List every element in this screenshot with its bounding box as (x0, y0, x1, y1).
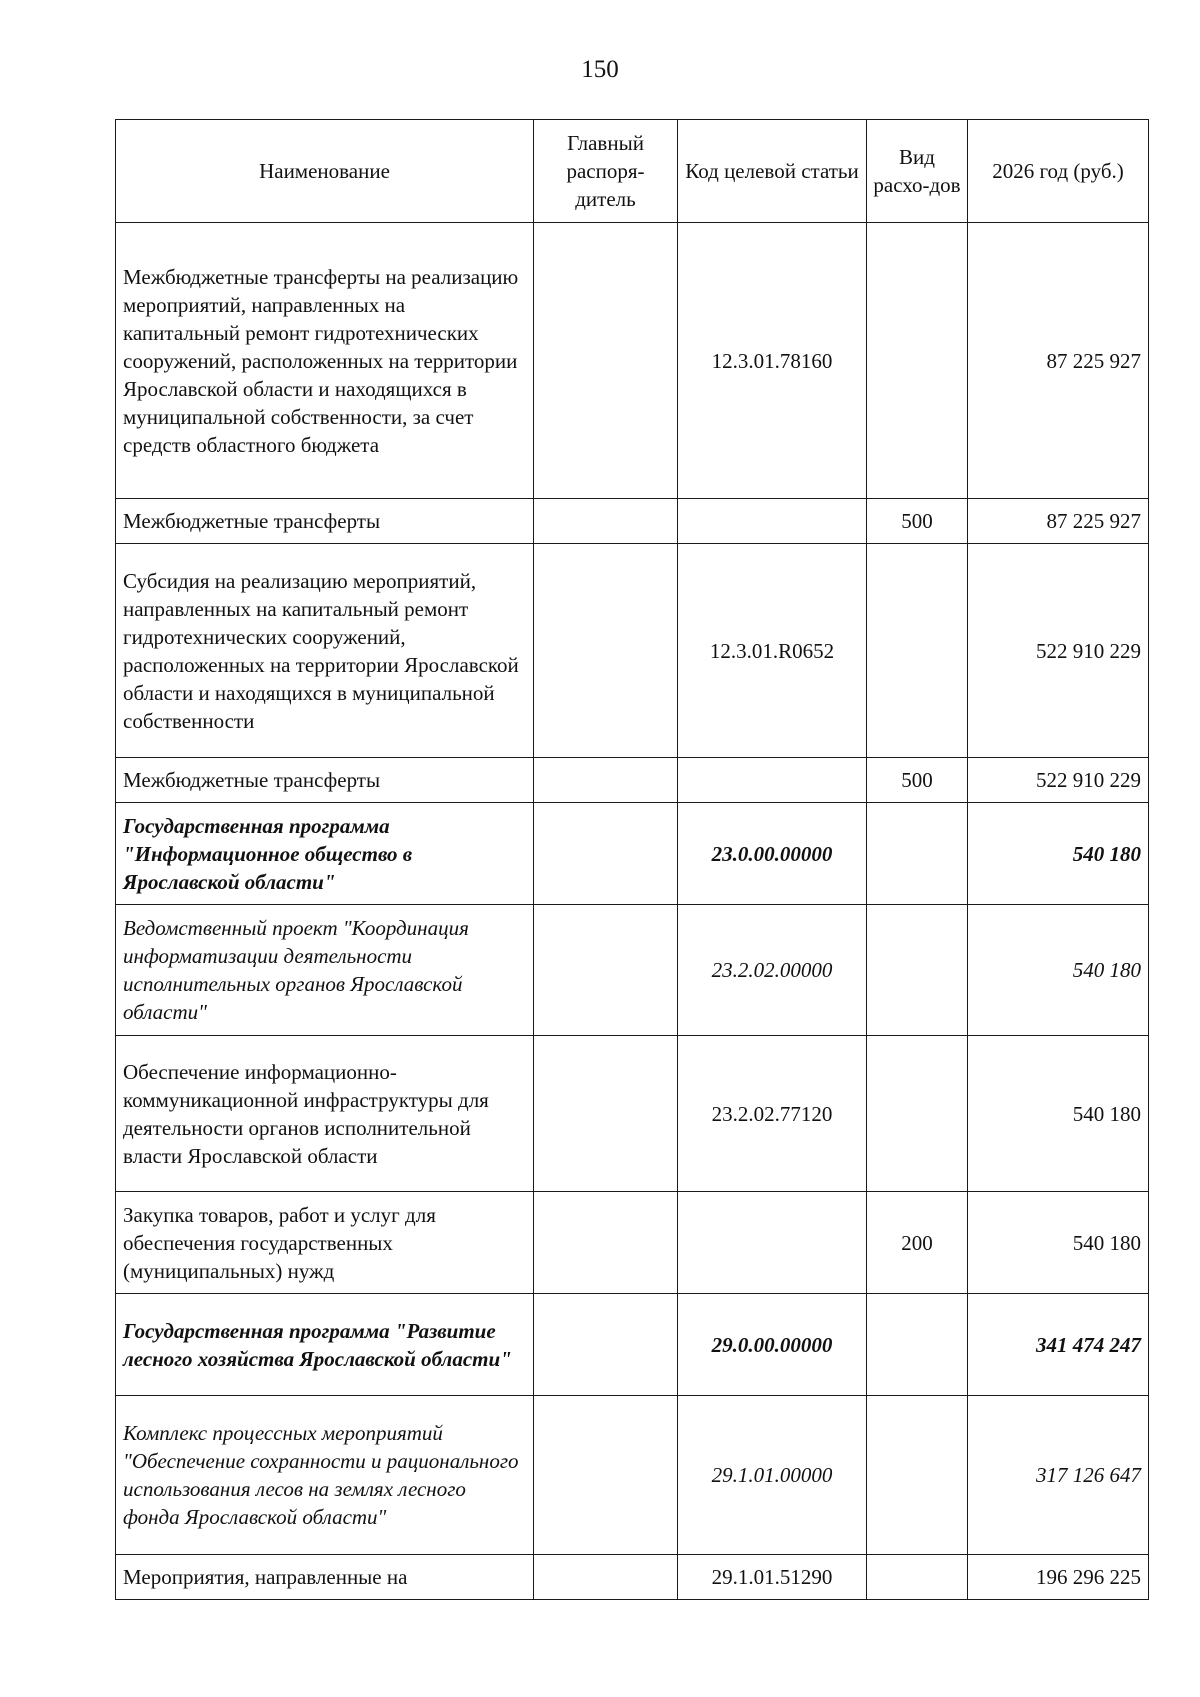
row-expense-type (867, 1555, 968, 1600)
page-number: 150 (581, 56, 619, 83)
table-row (116, 544, 1149, 758)
row-expense-type (867, 544, 968, 758)
row-name: Закупка товаров, работ и услуг для обеспечения государственных (муниципальных) нужд (116, 1192, 534, 1294)
row-code (678, 758, 867, 803)
row-name: Межбюджетные трансферты (116, 758, 534, 803)
row-amount: 87 225 927 (968, 223, 1149, 499)
row-amount: 341 474 247 (968, 1294, 1149, 1396)
row-name: Межбюджетные трансферты (116, 499, 534, 544)
row-name: Субсидия на реализацию мероприятий, направленных на капитальный ремонт гидротехнических сооружений, расположенных на территории Ярославской области и находящихся в муниципальной собственности (116, 544, 534, 758)
row-manager (534, 544, 678, 758)
row-amount: 540 180 (968, 1192, 1149, 1294)
row-code: 23.2.02.77120 (678, 1036, 867, 1192)
row-amount: 317 126 647 (968, 1396, 1149, 1555)
row-code: 29.1.01.51290 (678, 1555, 867, 1600)
row-manager (534, 1192, 678, 1294)
row-expense-type: 200 (867, 1192, 968, 1294)
row-manager (534, 223, 678, 499)
row-manager (534, 758, 678, 803)
row-expense-type (867, 1396, 968, 1555)
row-expense-type: 500 (867, 499, 968, 544)
row-name: Ведомственный проект "Координация информатизации деятельности исполнительных органов Ярославской области" (116, 905, 534, 1036)
row-code (678, 499, 867, 544)
table-row (116, 1036, 1149, 1192)
row-amount: 540 180 (968, 1036, 1149, 1192)
table-row-project (116, 1396, 1149, 1555)
row-expense-type (867, 905, 968, 1036)
row-expense-type (867, 1294, 968, 1396)
row-name: Обеспечение информационно-коммуникационной инфраструктуры для деятельности органов исполнительной власти Ярославской области (116, 1036, 534, 1192)
row-amount: 540 180 (968, 905, 1149, 1036)
table-row (116, 758, 1149, 803)
row-expense-type (867, 223, 968, 499)
row-amount: 196 296 225 (968, 1555, 1149, 1600)
row-amount: 522 910 229 (968, 544, 1149, 758)
table-row-program (116, 1294, 1149, 1396)
table-row-project (116, 905, 1149, 1036)
row-expense-type (867, 1036, 968, 1192)
row-manager (534, 499, 678, 544)
row-name: Мероприятия, направленные на (116, 1555, 534, 1600)
row-name: Государственная программа "Развитие лесного хозяйства Ярославской области" (116, 1294, 534, 1396)
header-amount: 2026 год (руб.) (968, 120, 1149, 223)
row-code: 12.3.01.R0652 (678, 544, 867, 758)
header-expense-type: Вид расхо-дов (867, 120, 968, 223)
row-code: 29.1.01.00000 (678, 1396, 867, 1555)
row-code: 23.0.00.00000 (678, 803, 867, 905)
row-name: Комплекс процессных мероприятий "Обеспечение сохранности и рационального использования лесов на землях лесного фонда Ярославской области" (116, 1396, 534, 1555)
row-expense-type: 500 (867, 758, 968, 803)
table-row (116, 1555, 1149, 1600)
row-manager (534, 905, 678, 1036)
table-header-row (116, 120, 1149, 223)
budget-table (115, 119, 1149, 1600)
row-amount: 540 180 (968, 803, 1149, 905)
row-code: 12.3.01.78160 (678, 223, 867, 499)
table-row (116, 1192, 1149, 1294)
header-code: Код целевой статьи (678, 120, 867, 223)
row-code (678, 1192, 867, 1294)
header-manager: Главный распоря-дитель (534, 120, 678, 223)
table-row-program (116, 803, 1149, 905)
row-manager (534, 1555, 678, 1600)
row-amount: 522 910 229 (968, 758, 1149, 803)
row-code: 23.2.02.00000 (678, 905, 867, 1036)
header-name: Наименование (116, 120, 534, 223)
row-manager (534, 1036, 678, 1192)
row-name: Межбюджетные трансферты на реализацию мероприятий, направленных на капитальный ремонт гидротехнических сооружений, расположенных на территории Ярославской области и находящихся в муниципальной собственности, за счет средств областного бюджета (116, 223, 534, 499)
table-row (116, 499, 1149, 544)
row-amount: 87 225 927 (968, 499, 1149, 544)
row-manager (534, 1396, 678, 1555)
table-row (116, 223, 1149, 499)
row-name: Государственная программа "Информационное общество в Ярославской области" (116, 803, 534, 905)
row-expense-type (867, 803, 968, 905)
row-code: 29.0.00.00000 (678, 1294, 867, 1396)
row-manager (534, 1294, 678, 1396)
row-manager (534, 803, 678, 905)
